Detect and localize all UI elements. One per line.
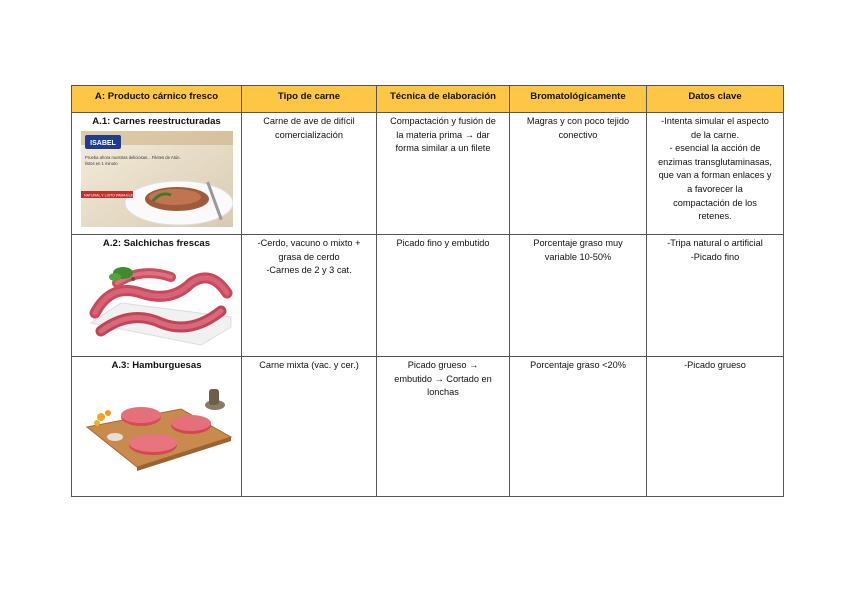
cell-line: embutido → Cortado en bbox=[394, 373, 492, 384]
product-cell bbox=[72, 357, 242, 497]
cell-line: comercialización bbox=[275, 129, 343, 140]
header-row bbox=[72, 86, 784, 113]
bromato-cell bbox=[510, 357, 647, 497]
cell-line: Carne de ave de difícil bbox=[263, 116, 355, 126]
cell-line: lonchas bbox=[427, 387, 459, 398]
tipo-lines bbox=[246, 115, 372, 142]
cell-line: a favorecer la bbox=[687, 183, 743, 194]
cell-line: -Tripa natural o artificial bbox=[667, 238, 763, 248]
cell-line: forma similar a un filete bbox=[395, 143, 491, 154]
cell-line: Magras y con poco tejido bbox=[526, 116, 630, 126]
cell-line: la materia prima → dar bbox=[396, 129, 490, 140]
cell-line: Porcentaje graso muy bbox=[533, 238, 623, 248]
tecnica-cell bbox=[377, 357, 510, 497]
cell-line: -Intenta simular el aspecto bbox=[661, 116, 769, 126]
header-producto: A: Producto cárnico fresco bbox=[72, 86, 242, 113]
cell-line: grasa de cerdo bbox=[278, 251, 340, 262]
hamburger-patties-photo bbox=[81, 375, 233, 471]
cell-line: - esencial la acción de bbox=[669, 143, 761, 154]
restructured-meat-package-photo bbox=[81, 131, 233, 227]
cell-line: Picado grueso → bbox=[407, 360, 479, 370]
cell-line: -Cerdo, vacuno o mixto + bbox=[257, 238, 361, 248]
product-cell bbox=[72, 235, 242, 357]
table-row bbox=[72, 235, 784, 357]
cell-line: Compactación y fusión de bbox=[390, 116, 496, 126]
table-row bbox=[72, 113, 784, 235]
tecnica-lines bbox=[381, 115, 505, 156]
tecnica-lines bbox=[381, 237, 505, 251]
datos-cell bbox=[647, 113, 784, 235]
datos-lines bbox=[651, 115, 779, 224]
tipo-cell bbox=[242, 235, 377, 357]
bromato-cell bbox=[510, 113, 647, 235]
bromato-lines bbox=[514, 115, 642, 142]
cell-line: Carne mixta (vac. y cer.) bbox=[259, 360, 359, 370]
cell-line: conectivo bbox=[558, 129, 598, 140]
tipo-cell bbox=[242, 113, 377, 235]
datos-cell bbox=[647, 235, 784, 357]
product-title: A.3: Hamburguesas bbox=[111, 360, 202, 371]
tecnica-cell bbox=[377, 113, 510, 235]
product-title: A.2: Salchichas frescas bbox=[102, 238, 211, 249]
tipo-lines bbox=[246, 359, 372, 373]
header-datos: Datos clave bbox=[647, 86, 784, 113]
header-tecnica: Técnica de elaboración bbox=[377, 86, 510, 113]
tipo-cell bbox=[242, 357, 377, 497]
brand-logo-text: ISABEL bbox=[89, 139, 116, 147]
header-tipo: Tipo de carne bbox=[242, 86, 377, 113]
product-cell bbox=[72, 113, 242, 235]
cell-line: enzimas transglutaminasas, bbox=[658, 156, 772, 167]
datos-lines bbox=[651, 359, 779, 373]
tecnica-lines bbox=[381, 359, 505, 400]
package-tagline-2: listos en 1 minuto bbox=[84, 160, 118, 166]
cell-line: -Carnes de 2 y 3 cat. bbox=[266, 265, 352, 276]
cell-line: retenes. bbox=[698, 211, 732, 222]
cell-line: compactación de los bbox=[673, 197, 757, 208]
product-table bbox=[71, 85, 784, 497]
cell-line: -Picado fino bbox=[690, 251, 740, 262]
table-row bbox=[72, 357, 784, 497]
tipo-lines bbox=[246, 237, 372, 278]
cell-line: variable 10-50% bbox=[544, 251, 612, 262]
package-tagline: Prueba ahora nuestras deliciosas... Filetes de Atún. bbox=[84, 154, 181, 160]
product-title: A.1: Carnes reestructuradas bbox=[92, 116, 221, 127]
bromato-lines bbox=[514, 237, 642, 264]
cell-line: que van a forman enlaces y bbox=[658, 170, 772, 181]
fresh-sausages-photo bbox=[81, 253, 233, 349]
cell-line: Picado fino y embutido bbox=[396, 238, 490, 248]
datos-cell bbox=[647, 357, 784, 497]
cell-line: Porcentaje graso <20% bbox=[530, 360, 626, 370]
cell-line: de la carne. bbox=[690, 129, 739, 140]
cell-line: -Picado grueso bbox=[684, 360, 746, 370]
bromato-lines bbox=[514, 359, 642, 373]
bromato-cell bbox=[510, 235, 647, 357]
package-strip-text: NATURAL Y LISTO PARA ELEGIR bbox=[83, 193, 139, 198]
tecnica-cell bbox=[377, 235, 510, 357]
header-bromato: Bromatológicamente bbox=[510, 86, 647, 113]
datos-lines bbox=[651, 237, 779, 264]
